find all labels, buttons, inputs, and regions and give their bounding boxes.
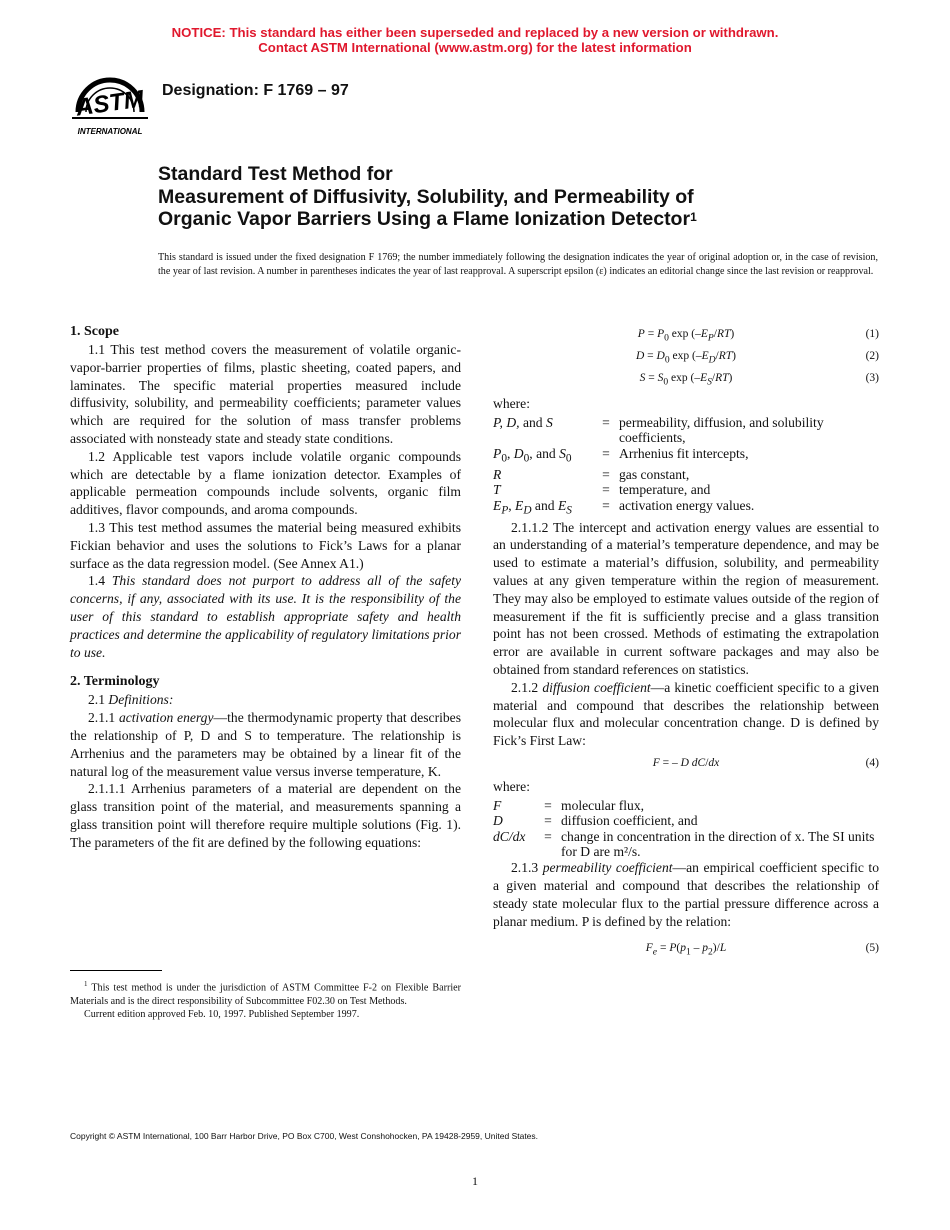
scope-1-3: 1.3 This test method assumes the material being measured exhibits Fickian behavior and uses the solutions to Fick’s Laws for a planar surface as the data regression model. (See Annex A1.) [70, 519, 461, 571]
right-column [493, 323, 879, 959]
scope-1-2: 1.2 Applicable test vapors include volatile organic compounds which are detectable by a flame ionization detector. Examples of applicable permeation compounds include solvents, organic film additives, flavor compounds, and aroma compounds. [70, 448, 461, 518]
where-row: T = temperature, and [493, 482, 711, 498]
where-row: D = diffusion coefficient, and [493, 813, 698, 829]
terminology-2-1-2: 2.1.2 diffusion coefficient—a kinetic coefficient specific to a given material and compound that describes the relationship between molecular flux and molecular concentration change. D is defined by Fick’s First Law: [493, 679, 879, 749]
copyright: Copyright © ASTM International, 100 Barr Harbor Drive, PO Box C700, West Conshohocken, PA 19428-2959, United States. [70, 1131, 539, 1141]
where-row: F = molecular flux, [493, 797, 645, 813]
where-table-2 [493, 798, 879, 860]
footnote [70, 978, 461, 1022]
issued-note: This standard is issued under the fixed designation F 1769; the number immediately following the designation indicates the year of original adoption or, in the case of revision, the year of last revision. A number in parentheses indicates the year of last reapproval. A superscript epsilon (ε) indicates an editorial change since the last revision or reapproval. [158, 252, 878, 277]
terminology-2-1-3: 2.1.3 permeability coefficient—an empirical coefficient specific to a given material and compound that describes the relationship of steady state molecular flux to the partial pressure difference across a planar medium. P is defined by the relation: [493, 860, 880, 929]
astm-logo [68, 66, 152, 140]
footnote-2: Current edition approved Feb. 10, 1997. Published September 1997. [84, 1009, 360, 1021]
equation-3: $S = S_0$ $\exp (-E_S/RT)$ (3) [639, 372, 879, 388]
left-column [70, 323, 461, 852]
title-line-3: Organic Vapor Barriers Using a Flame Ionization Detector$^1$ [158, 208, 697, 230]
notice-line-2: Contact ASTM International (www.astm.org) for the latest information [258, 40, 692, 55]
terminology-2-1: 2.1 Definitions: [88, 692, 174, 708]
scope-1-1: 1.1 This test method covers the measurement of volatile organic-vapor-barrier properties of films, plastic sheeting, coated papers, and laminates. The specific material properties measured include diffusivity, solubility, and permeability coefficients; parameter values which are required for the solution of mass transfer problems associated with nonsteady state and steady state conditions. [70, 342, 461, 446]
equation-2: $D = D_0$ $\exp (-E_D/RT)$ (2) [635, 350, 879, 366]
page-number: 1 [472, 1174, 478, 1188]
title-line-2: Measurement of Diffusivity, Solubility, and Permeability of [158, 185, 694, 208]
where-label-1: where: [493, 396, 530, 411]
terminology-2-1-1: 2.1.1 activation energy—the thermodynamic property that describes the relationship of P, D and S to temperature. The relationship is Arrhenius and the parameters may be obtained by a linear fit of the natural log of the measurement value versus inverse temperature, K. [70, 710, 462, 779]
title-line-1: Standard Test Method for [158, 163, 393, 185]
footnote-1: $^1$ This test method is under the jurisdiction of ASTM Committee F-2 on Flexible Barrier Materials and is the direct responsibility of Subcommittee F02.30 on Test Methods. [70, 980, 461, 1007]
notice-line-1: NOTICE: This standard has either been superseded and replaced by a new version or withdrawn. [171, 25, 779, 40]
title-footnote-mark[interactable]: 1 [690, 210, 697, 224]
document-title [158, 163, 858, 231]
scope-heading: 1. Scope [70, 324, 119, 339]
where-table-1 [493, 415, 879, 519]
terminology-heading: 2. Terminology [70, 674, 160, 690]
footnote-rule [70, 970, 162, 971]
where-row: R = gas constant, [493, 466, 690, 482]
svg-text:INTERNATIONAL: INTERNATIONAL [77, 127, 143, 136]
equation-5: $F_e = P(p_1 - p_2)/L$ (5) [645, 941, 879, 957]
terminology-2-1-1-1: 2.1.1.1 Arrhenius parameters of a material are dependent on the glass transition point of the material, and measurements spanning a glass transition point will therefore require multiple solutions (Fig. 1). The parameters of the fit are defined by the following equations: [70, 781, 461, 850]
where-row: $E_P$, $E_D$ and $E_S$ = activation energy values. [493, 497, 755, 517]
withdrawn-notice [0, 25, 950, 55]
where-label-2: where: [493, 779, 530, 795]
where-row: dC/dx = change in concentration in the direction of x. The SI units for D are m²/s. [493, 828, 875, 860]
where-row: $P_0$, $D_0$, and $S_0$ = Arrhenius fit intercepts, [493, 445, 749, 465]
where-row: P, D, and S = permeability, diffusion, and solubility coefficients, [493, 414, 824, 446]
equation-4: F = – D dC/dx (4) [652, 757, 879, 770]
terminology-2-1-1-2: 2.1.1.2 The intercept and activation energy values are essential to an understanding of a material’s temperature dependence, and may be used to estimate a material’s diffusion, solubility, and permeability values at any given temperature within the region of measurement. They may also be employed to estimate values outside of the region of measurement if the fit is sufficiently precise and a glass transition point has not been crossed. Methods of estimating the extrapolation error are available in current software packages and may also be obtained from standard references on statistics. [493, 519, 879, 678]
svg-text:ASTM: ASTM [74, 85, 146, 122]
equation-1: $P = P_0$ $\exp (-E_P/RT)$ (1) [637, 328, 879, 344]
scope-1-4: 1.4 This standard does not purport to address all of the safety concerns, if any, associated with its use. It is the responsibility of the user of this standard to establish appropriate safety and health practices and determine the applicability of regulatory limitations prior to use. [70, 573, 461, 660]
designation: Designation: F 1769 – 97 [162, 82, 349, 99]
astm-logo-mark [68, 66, 152, 140]
